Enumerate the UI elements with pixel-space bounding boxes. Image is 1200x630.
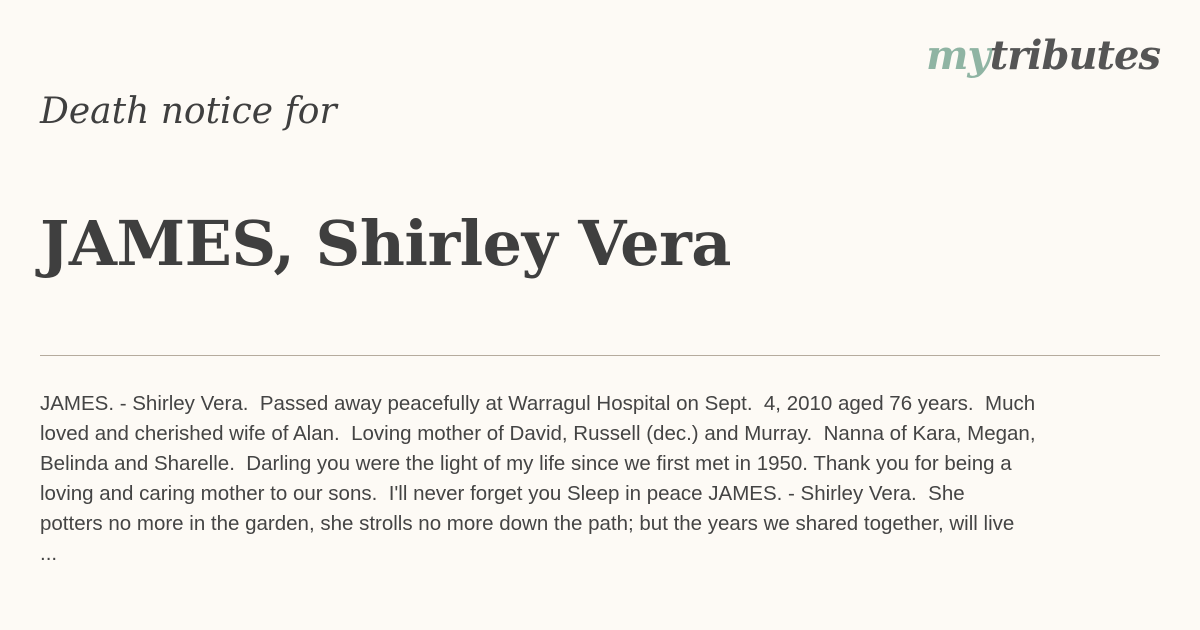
- notice-text: JAMES. - Shirley Vera. Passed away peacefully at Warragul Hospital on Sept. 4, 2010 aged 76 years. Much loved and cherished wife of Alan. Loving mother of David, Russell (dec.) and Murray. Nanna of Kara, Megan, Belinda and Sharelle. Darling you were the light of my life since we first met in 1950. Thank you for being a loving and caring mother to our sons. I'll never forget you Sleep in peace JAMES. - Shirley Vera. She potters no more in the garden, she strolls no more down the path; but the years we shared together, will live ...: [40, 392, 1036, 565]
- deceased-name: JAMES, Shirley Vera: [40, 207, 731, 280]
- divider: [40, 355, 1160, 356]
- mytributes-logo[interactable]: [926, 32, 1160, 79]
- logo-my-text: my: [926, 32, 990, 79]
- page-subtitle: Death notice for: [40, 91, 337, 132]
- logo-tributes-text: tributes: [989, 32, 1160, 79]
